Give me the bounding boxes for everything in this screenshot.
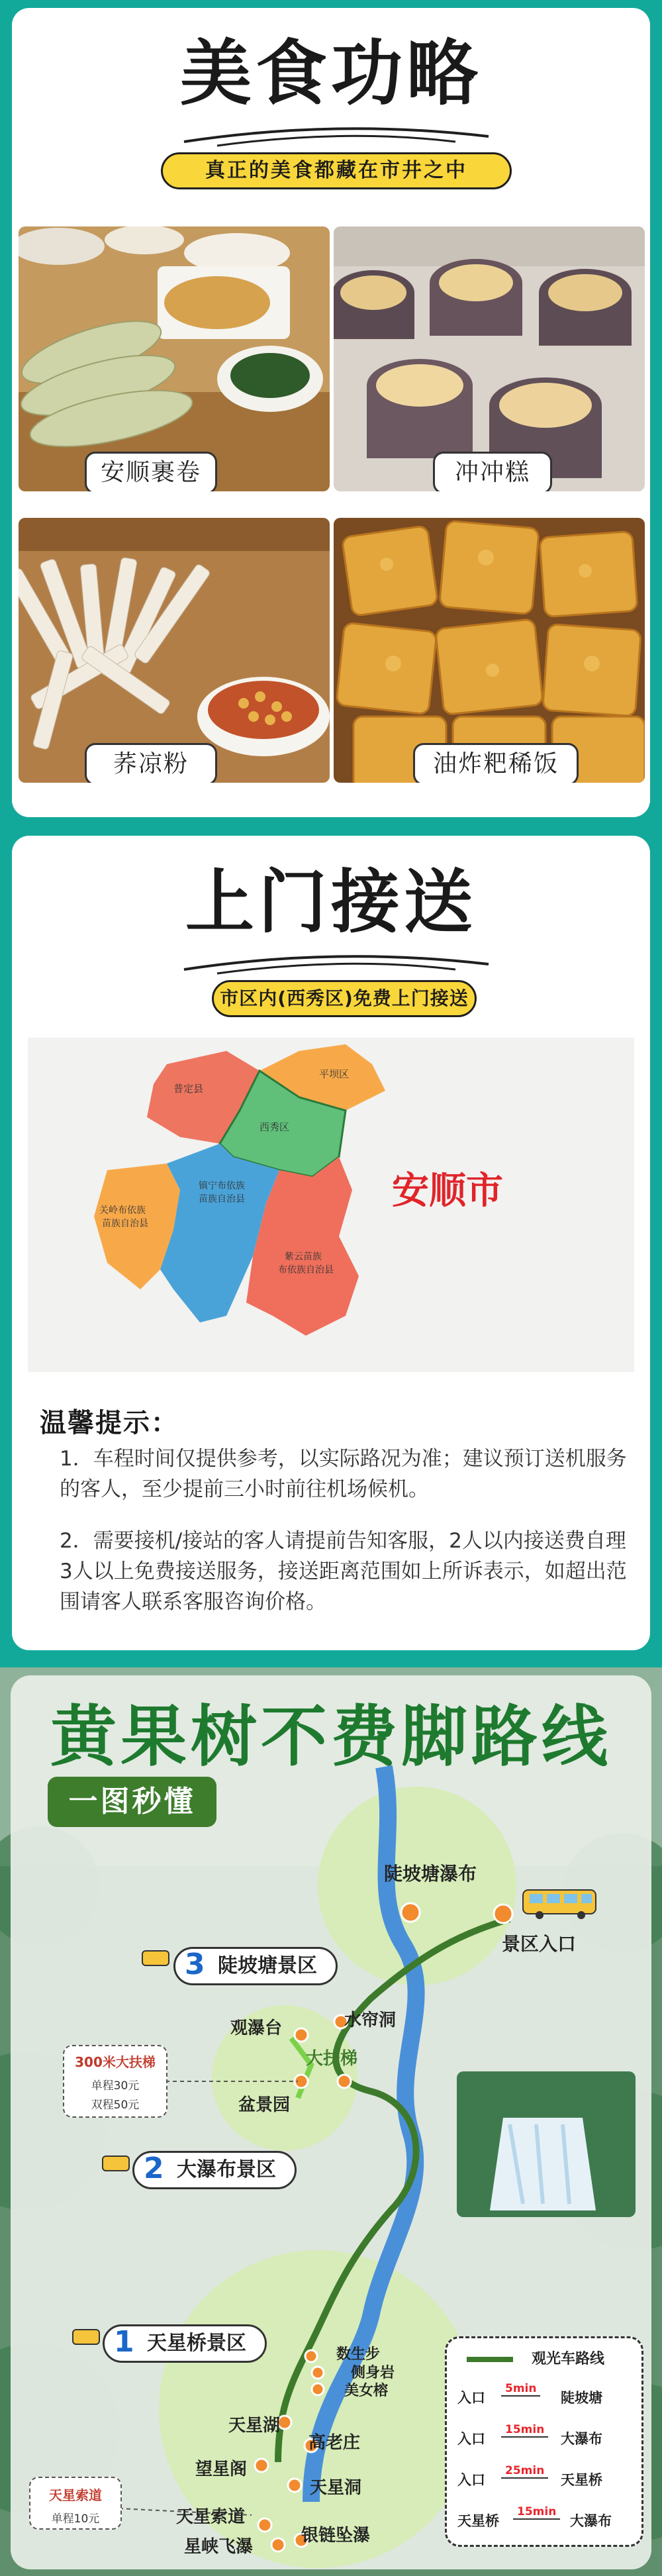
legend-time: 15min [501,2423,548,2438]
swoosh-decoration [177,122,495,148]
spot-label: 银链坠瀑 [301,2526,371,2546]
tips-title: 温馨提示： [40,1408,179,1438]
spot-label: 水帘洞 [344,2010,397,2030]
legend-row [457,2464,638,2491]
spot-label: 观瀑台 [230,2018,283,2038]
tip-item: 1．车程时间仅提供参考，以实际路况为准；建议预订送机服务的客人，至少提前三小时前往机场候机。 [60,1447,627,1501]
route-title: 黄果树不费脚路线 [50,1698,612,1775]
food-photo-cold-noodles [19,518,330,783]
transfer-section [12,836,650,1650]
spot-label: 高老庄 [308,2433,361,2453]
food-label: 安顺裹卷 [85,452,217,491]
route-line-swatch [467,2357,513,2362]
food-section [12,8,650,817]
tip-item: 2．需要接机/接站的客人请提前告知客服，2人以内接送费自理3人以上免费接送服务，接送距离范围如上所诉表示，如超出范围请客人联系客服咨询价格。 [60,1529,627,1614]
food-photo-fried-rice-cake [334,518,645,783]
food-label: 冲冲糕 [433,452,552,491]
region-label: 关岭布依族苗族自治县 [99,1205,148,1229]
spot-label: 美女榕 [344,2383,389,2399]
legend-from: 入口 [457,2472,485,2488]
region-label: 平坝区 [319,1068,350,1080]
city-label: 安顺市 [392,1169,503,1213]
route-tag: 一图秒懂 [48,1777,216,1827]
food-label: 油炸粑稀饭 [413,743,579,783]
shuttle-legend: 观光车路线 入口 5min 陡坡塘 入口 15min 大瀑布 入口 25min 天星桥 天星桥 15min 大瀑布 [445,2336,643,2547]
region-label: 镇宁布依族苗族自治县 [199,1181,245,1205]
food-label: 荞凉粉 [85,743,217,783]
spot-label: 盆景园 [238,2095,291,2115]
legend-from: 入口 [457,2431,485,2447]
legend-to: 大瀑布 [561,2431,602,2447]
spot-label: 数生步 [336,2346,381,2363]
anshun-map-image [28,1038,634,1372]
cable-car-price-note: 天星索道 单程10元 [29,2477,122,2530]
food-photo-rice-cake [334,226,645,491]
legend-to: 大瀑布 [570,2513,612,2529]
legend-row [457,2505,638,2532]
legend-row [457,2382,638,2408]
food-subtitle: 真正的美食都藏在市井之中 [161,152,512,189]
legend-time: 15min [513,2505,560,2520]
spot-label: 星峡飞瀑 [184,2537,254,2557]
anshun-map [28,1038,634,1372]
spot-label: 望星阁 [195,2459,248,2479]
spot-label: 天星湖 [228,2416,281,2436]
transfer-title: 上门接送 [185,862,477,942]
legend-to: 陡坡塘 [561,2390,602,2406]
transfer-subtitle: 市区内(西秀区)免费上门接送 [212,980,477,1017]
food-photo-wraps [19,226,330,491]
escalator-price-note: 300米大扶梯 单程30元 双程50元 [63,2045,167,2118]
legend-row [457,2423,638,2450]
region-label: 紫云苗族布依族自治县 [278,1252,334,1275]
spot-label: 侧身岩 [351,2365,395,2381]
region-label: 普定县 [173,1083,204,1095]
route-section [0,1667,662,2576]
legend-time: 25min [501,2464,548,2479]
zone-label-dapubu: 2 大瀑布景区 [132,2151,297,2189]
legend-time: 5min [501,2382,540,2397]
legend-from: 天星桥 [457,2513,499,2529]
zone-label-doupotang: 3 陡坡塘景区 [173,1947,338,1985]
swoosh-decoration [177,950,495,976]
legend-from: 入口 [457,2390,485,2406]
spot-label: 天星索道 [176,2507,246,2527]
spot-label: 大扶梯 [306,2049,358,2069]
food-title: 美食功略 [179,32,482,115]
spot-label: 陡坡塘瀑布 [384,1863,477,1885]
spot-label: 景区入口 [502,1933,577,1955]
legend-to: 天星桥 [561,2472,602,2488]
spot-label: 天星洞 [310,2478,362,2498]
region-label: 西秀区 [260,1121,290,1133]
zone-label-tianxingqiao: 1 天星桥景区 [103,2324,267,2363]
